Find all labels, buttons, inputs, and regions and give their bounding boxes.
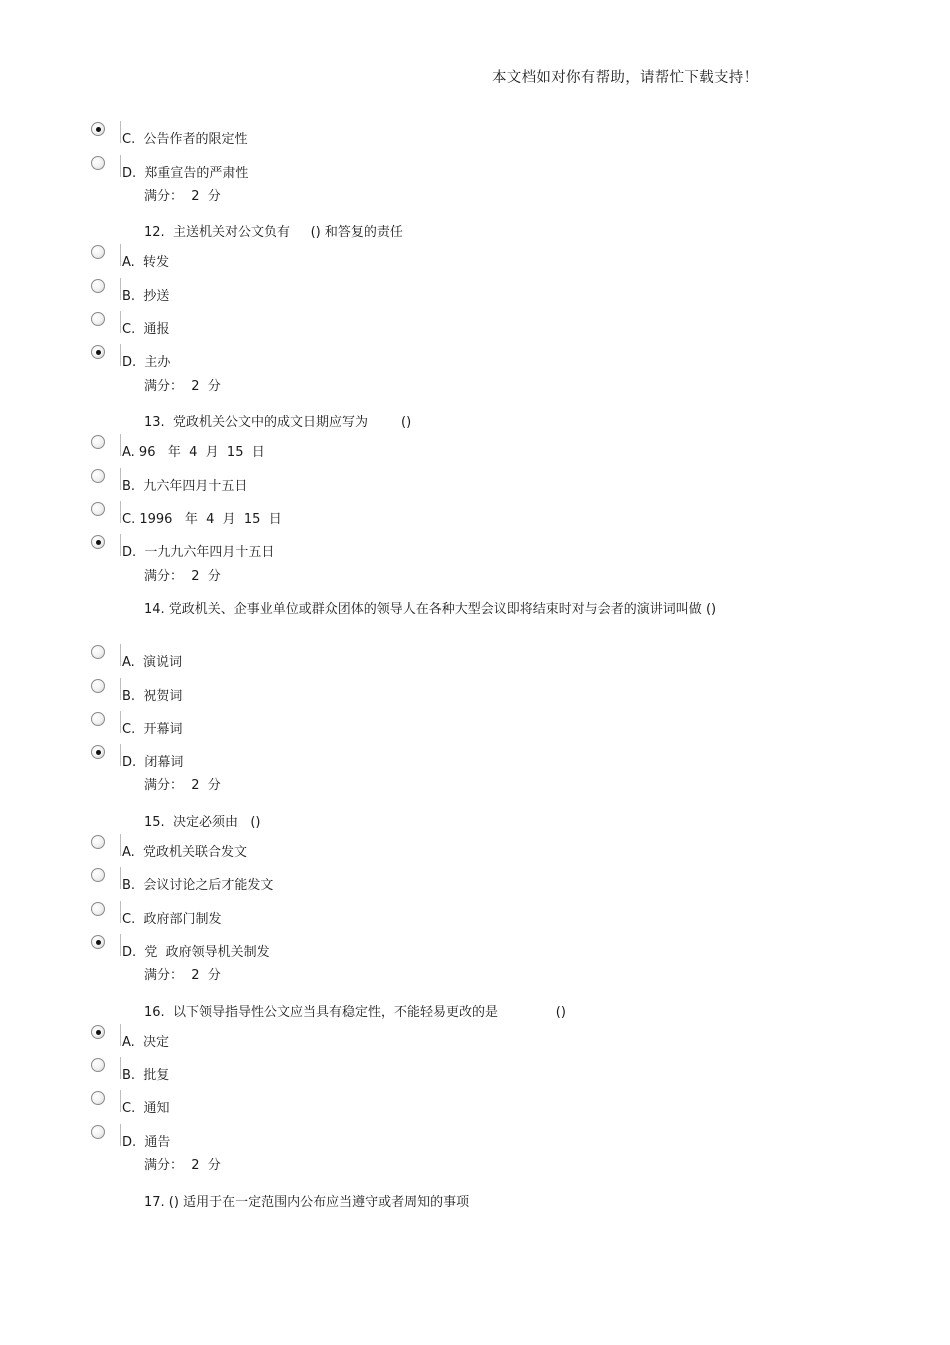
radio-button-selected[interactable] [91, 745, 105, 759]
option-label: C. 通报 [122, 322, 170, 337]
radio-dot-icon [96, 750, 101, 755]
option-label: B. 祝贺词 [122, 689, 183, 704]
score-label: 满分： 2 分 [144, 379, 221, 394]
option-divider [120, 678, 121, 700]
radio-button[interactable] [91, 1058, 105, 1072]
radio-dot-icon [96, 350, 101, 355]
option-divider [120, 244, 121, 266]
radio-button[interactable] [91, 435, 105, 449]
question-text: 15. 决定必须由 () [144, 815, 261, 830]
question-text: 14. 党政机关、企事业单位或群众团体的领导人在各种大型会议即将结束时对与会者的演讲词叫做 () [144, 602, 717, 617]
option-divider [120, 311, 121, 333]
score-label: 满分： 2 分 [144, 1158, 221, 1173]
radio-button[interactable] [91, 835, 105, 849]
radio-button[interactable] [91, 245, 105, 259]
option-label: B. 会议讨论之后才能发文 [122, 878, 274, 893]
option-label: C. 公告作者的限定性 [122, 132, 248, 147]
option-divider [120, 121, 121, 143]
option-label: D. 主办 [122, 355, 171, 370]
option-label: B. 抄送 [122, 289, 170, 304]
radio-button-selected[interactable] [91, 535, 105, 549]
option-label: A. 96 年 4 月 15 日 [122, 445, 265, 460]
question-text: 16. 以下领导指导性公文应当具有稳定性，不能轻易更改的是 () [144, 1005, 566, 1020]
option-label: D. 通告 [122, 1135, 171, 1150]
option-divider [120, 434, 121, 456]
option-divider [120, 901, 121, 923]
radio-dot-icon [96, 1030, 101, 1035]
radio-button[interactable] [91, 679, 105, 693]
option-label: B. 批复 [122, 1068, 170, 1083]
score-label: 满分： 2 分 [144, 968, 221, 983]
radio-button[interactable] [91, 156, 105, 170]
option-divider [120, 1024, 121, 1046]
option-label: D. 党 政府领导机关制发 [122, 945, 270, 960]
radio-button[interactable] [91, 502, 105, 516]
score-label: 满分： 2 分 [144, 778, 221, 793]
radio-button[interactable] [91, 712, 105, 726]
option-divider [120, 344, 121, 366]
radio-button[interactable] [91, 1091, 105, 1105]
option-label: C. 通知 [122, 1101, 170, 1116]
option-label: D. 闭幕词 [122, 755, 184, 770]
radio-dot-icon [96, 540, 101, 545]
option-divider [120, 155, 121, 177]
question-text: 17. () 适用于在一定范围内公布应当遵守或者周知的事项 [144, 1195, 470, 1210]
score-label: 满分： 2 分 [144, 569, 221, 584]
option-label: C. 政府部门制发 [122, 912, 222, 927]
option-divider [120, 501, 121, 523]
question-text: 12. 主送机关对公文负有 () 和答复的责任 [144, 225, 403, 240]
radio-button-selected[interactable] [91, 935, 105, 949]
radio-button[interactable] [91, 902, 105, 916]
radio-button-selected[interactable] [91, 1025, 105, 1039]
option-label: A. 演说词 [122, 655, 183, 670]
option-divider [120, 711, 121, 733]
score-label: 满分： 2 分 [144, 189, 221, 204]
option-divider [120, 934, 121, 956]
question-text: 13. 党政机关公文中的成文日期应写为 () [144, 415, 412, 430]
option-label: A. 党政机关联合发文 [122, 845, 248, 860]
radio-button[interactable] [91, 312, 105, 326]
option-label: A. 转发 [122, 255, 170, 270]
option-label: C. 1996 年 4 月 15 日 [122, 512, 282, 527]
option-divider [120, 744, 121, 766]
radio-button-selected[interactable] [91, 345, 105, 359]
radio-button[interactable] [91, 645, 105, 659]
option-divider [120, 278, 121, 300]
option-divider [120, 1057, 121, 1079]
header-note: 本文档如对你有帮助，请帮忙下载支持！ [492, 70, 759, 86]
radio-button[interactable] [91, 279, 105, 293]
option-divider [120, 468, 121, 490]
radio-button-selected[interactable] [91, 122, 105, 136]
option-label: A. 决定 [122, 1035, 170, 1050]
radio-dot-icon [96, 940, 101, 945]
option-divider [120, 534, 121, 556]
option-divider [120, 867, 121, 889]
option-divider [120, 1090, 121, 1112]
radio-button[interactable] [91, 868, 105, 882]
option-label: B. 九六年四月十五日 [122, 479, 248, 494]
option-divider [120, 1124, 121, 1146]
radio-button[interactable] [91, 469, 105, 483]
option-label: C. 开幕词 [122, 722, 183, 737]
option-label: D. 郑重宣告的严肃性 [122, 166, 249, 181]
radio-dot-icon [96, 127, 101, 132]
option-divider [120, 834, 121, 856]
radio-button[interactable] [91, 1125, 105, 1139]
option-label: D. 一九九六年四月十五日 [122, 545, 275, 560]
option-divider [120, 644, 121, 666]
